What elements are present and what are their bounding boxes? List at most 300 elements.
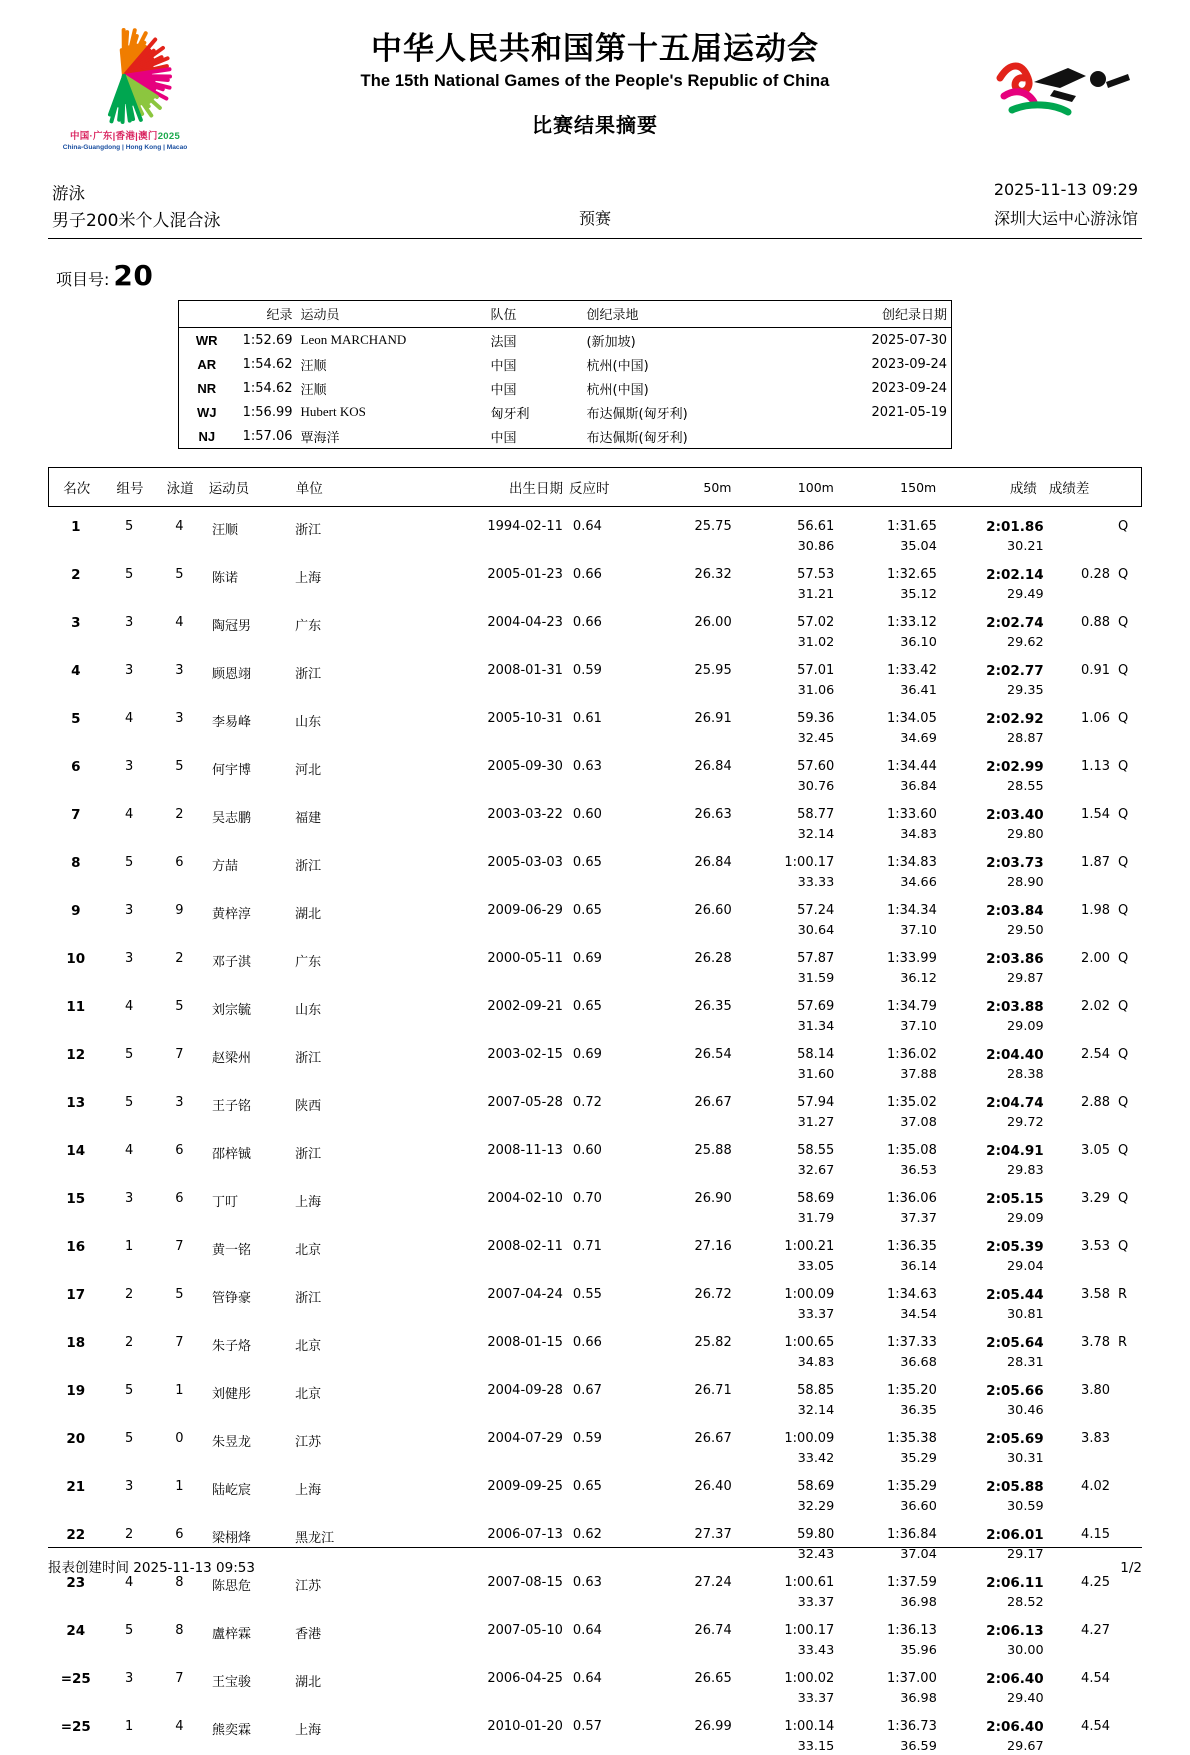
- row-diff: [1044, 1611, 1142, 1642]
- record-time: 1:57.06: [242, 428, 293, 444]
- split-spacer: [104, 922, 155, 939]
- row-final: 2:06.13: [986, 1623, 1044, 1639]
- row-final: 2:06.40: [986, 1719, 1044, 1735]
- row-split100: 58.14: [797, 1047, 835, 1062]
- table-row-splits: [48, 1498, 1142, 1515]
- row-diff-value: 1.13: [1081, 759, 1110, 774]
- row-rank: 4: [71, 663, 81, 679]
- row-heat: 5: [125, 1047, 134, 1062]
- split-spacer: [445, 922, 563, 939]
- row-lane: 5: [175, 1287, 184, 1302]
- row-diff: [1044, 1227, 1142, 1258]
- split-lap-150: 34.69: [900, 731, 937, 746]
- split-spacer: [285, 1498, 445, 1515]
- row-rank: 16: [66, 1239, 86, 1255]
- row-split100: 58.85: [797, 1383, 835, 1398]
- row-reaction: 0.70: [572, 1191, 602, 1206]
- split-spacer: [445, 682, 563, 699]
- row-athlete: 李易峰: [211, 715, 251, 730]
- split-spacer: [285, 1306, 445, 1323]
- row-split100: 1:00.65: [784, 1335, 835, 1350]
- row-rank: 3: [71, 615, 81, 631]
- records-section: [48, 300, 1142, 449]
- split-spacer: [629, 730, 732, 747]
- record-code: WJ: [197, 404, 217, 420]
- split-spacer: [204, 1402, 285, 1419]
- row-qualify-mark: Q: [1118, 1047, 1129, 1062]
- row-qualify-mark: Q: [1118, 807, 1129, 822]
- row-athlete: 王子铭: [211, 1099, 251, 1114]
- record-team: 中国: [490, 382, 517, 398]
- row-rank: =25: [60, 1671, 91, 1687]
- split-spacer: [104, 586, 155, 603]
- split-spacer: [204, 922, 285, 939]
- row-lane: 3: [175, 1095, 184, 1110]
- split-lap-100: 32.29: [797, 1499, 835, 1514]
- row-athlete: 熊奕霖: [211, 1723, 251, 1738]
- split-spacer: [155, 1450, 204, 1467]
- row-diff: [1044, 651, 1142, 682]
- split-spacer: [48, 1690, 104, 1707]
- split-spacer: [1044, 1066, 1142, 1083]
- split-spacer: [104, 826, 155, 843]
- split-lap-200: 30.31: [1007, 1451, 1044, 1466]
- row-heat: 3: [125, 951, 134, 966]
- row-lane: 1: [175, 1479, 184, 1494]
- split-spacer: [445, 1210, 563, 1227]
- split-lap-150: 36.14: [900, 1259, 937, 1274]
- row-lane: 4: [175, 615, 184, 630]
- row-split150: 1:37.33: [886, 1335, 937, 1350]
- record-team: 匈牙利: [490, 406, 530, 422]
- split-spacer: [155, 1738, 204, 1755]
- row-diff-value: 1.98: [1081, 903, 1110, 918]
- row-lane: 4: [175, 1719, 184, 1734]
- row-reaction: 0.67: [572, 1383, 602, 1398]
- row-heat: 4: [125, 807, 134, 822]
- row-split150: 1:33.60: [886, 807, 937, 822]
- split-lap-100: 31.06: [797, 683, 835, 698]
- split-spacer: [48, 1450, 104, 1467]
- row-reaction: 0.64: [572, 1671, 602, 1686]
- table-row-splits: [48, 634, 1142, 651]
- split-spacer: [629, 1018, 732, 1035]
- row-lane: 6: [175, 1527, 184, 1542]
- row-split100: 56.61: [797, 519, 835, 534]
- row-reaction: 0.69: [572, 951, 602, 966]
- split-lap-200: 29.04: [1007, 1259, 1044, 1274]
- row-lane: 6: [175, 1191, 184, 1206]
- sport-name: 游泳: [52, 184, 85, 203]
- row-unit: 广东: [295, 955, 322, 970]
- row-diff-value: 2.54: [1081, 1047, 1110, 1062]
- split-spacer: [155, 826, 204, 843]
- record-time: 1:52.69: [242, 332, 293, 348]
- split-spacer: [285, 730, 445, 747]
- results-col-reaction: 反应时: [568, 481, 610, 497]
- row-split100: 1:00.17: [784, 1623, 835, 1638]
- row-unit: 北京: [295, 1243, 322, 1258]
- row-diff: [1044, 891, 1142, 922]
- split-spacer: [155, 1498, 204, 1515]
- row-final: 2:04.91: [986, 1143, 1044, 1159]
- row-rank: 18: [66, 1335, 86, 1351]
- split-spacer: [285, 1594, 445, 1611]
- row-final: 2:03.40: [986, 807, 1044, 823]
- split-spacer: [1044, 970, 1142, 987]
- row-athlete: 陈思危: [211, 1579, 251, 1594]
- title-block: [48, 0, 1142, 138]
- split-spacer: [563, 1210, 629, 1227]
- split-lap-100: 33.43: [797, 1643, 835, 1658]
- row-qualify-mark: Q: [1118, 1095, 1129, 1110]
- split-spacer: [445, 730, 563, 747]
- row-final: 2:05.15: [986, 1191, 1044, 1207]
- row-unit: 浙江: [295, 1291, 322, 1306]
- row-reaction: 0.65: [572, 855, 602, 870]
- results-col-unit: 单位: [295, 481, 323, 497]
- row-reaction: 0.59: [572, 1431, 602, 1446]
- records-col-team: 队伍: [487, 301, 583, 328]
- row-athlete: 方喆: [211, 859, 238, 874]
- split-lap-200: 29.35: [1007, 683, 1044, 698]
- row-heat: 5: [125, 855, 134, 870]
- split-spacer: [204, 1114, 285, 1131]
- split-lap-100: 34.83: [797, 1355, 835, 1370]
- split-spacer: [563, 1642, 629, 1659]
- row-split50: 26.40: [694, 1479, 732, 1494]
- split-spacer: [285, 874, 445, 891]
- row-diff: [1044, 1179, 1142, 1210]
- row-athlete: 刘宗毓: [211, 1003, 251, 1018]
- split-lap-100: 33.37: [797, 1691, 835, 1706]
- split-lap-100: 32.43: [797, 1547, 835, 1562]
- table-row-splits: [48, 682, 1142, 699]
- split-spacer: [1044, 1690, 1142, 1707]
- split-lap-150: 34.54: [900, 1307, 937, 1322]
- split-spacer: [204, 1642, 285, 1659]
- row-reaction: 0.59: [572, 663, 602, 678]
- record-athlete: Leon MARCHAND: [300, 332, 407, 347]
- row-split50: 25.95: [694, 663, 732, 678]
- split-spacer: [629, 1642, 732, 1659]
- row-split150: 1:34.44: [886, 759, 937, 774]
- split-lap-150: 36.35: [900, 1403, 937, 1418]
- row-diff-value: 3.80: [1081, 1383, 1110, 1398]
- split-lap-200: 28.31: [1007, 1355, 1044, 1370]
- split-spacer: [629, 922, 732, 939]
- row-split50: 26.84: [694, 759, 732, 774]
- split-spacer: [629, 1162, 732, 1179]
- row-diff: [1044, 1707, 1142, 1738]
- split-spacer: [445, 1690, 563, 1707]
- event-number-value: 20: [113, 259, 154, 292]
- row-split50: 25.75: [694, 519, 732, 534]
- table-row: [48, 795, 1142, 826]
- row-lane: 6: [175, 1143, 184, 1158]
- row-split50: 26.35: [694, 999, 732, 1014]
- split-spacer: [629, 1258, 732, 1275]
- row-rank: 20: [66, 1431, 86, 1447]
- split-spacer: [445, 634, 563, 651]
- split-spacer: [563, 1162, 629, 1179]
- table-row: [48, 1227, 1142, 1258]
- row-split150: 1:36.13: [886, 1623, 937, 1638]
- split-lap-200: 29.49: [1007, 587, 1044, 602]
- split-spacer: [48, 1594, 104, 1611]
- row-diff-value: 4.54: [1081, 1671, 1110, 1686]
- split-spacer: [155, 1210, 204, 1227]
- split-lap-150: 37.08: [900, 1115, 937, 1130]
- split-spacer: [285, 1210, 445, 1227]
- split-lap-200: 28.55: [1007, 779, 1044, 794]
- row-lane: 5: [175, 999, 184, 1014]
- row-final: 2:02.77: [986, 663, 1044, 679]
- table-row-splits: [48, 1018, 1142, 1035]
- row-dob: 2008-01-31: [487, 663, 563, 678]
- table-row-splits: [48, 730, 1142, 747]
- split-spacer: [563, 922, 629, 939]
- row-split150: 1:35.38: [886, 1431, 937, 1446]
- split-lap-100: 31.79: [797, 1211, 835, 1226]
- split-spacer: [563, 634, 629, 651]
- split-spacer: [445, 1594, 563, 1611]
- row-dob: 2008-02-11: [487, 1239, 563, 1254]
- row-diff-value: 3.53: [1081, 1239, 1110, 1254]
- split-spacer: [155, 1114, 204, 1131]
- split-spacer: [104, 1690, 155, 1707]
- row-lane: 3: [175, 711, 184, 726]
- split-lap-150: 36.60: [900, 1499, 937, 1514]
- row-diff-value: 4.27: [1081, 1623, 1110, 1638]
- split-spacer: [1044, 778, 1142, 795]
- row-split50: 27.24: [694, 1575, 732, 1590]
- row-rank: 17: [66, 1287, 86, 1303]
- split-spacer: [1044, 1306, 1142, 1323]
- split-spacer: [104, 682, 155, 699]
- row-dob: 2000-05-11: [487, 951, 563, 966]
- row-split150: 1:34.63: [886, 1287, 937, 1302]
- split-lap-100: 32.14: [797, 1403, 835, 1418]
- row-diff-value: 0.91: [1081, 663, 1110, 678]
- results-header-box: [48, 467, 1142, 507]
- record-time: 1:54.62: [242, 356, 293, 372]
- split-spacer: [563, 1498, 629, 1515]
- row-final: 2:03.86: [986, 951, 1044, 967]
- row-athlete: 盧梓霖: [211, 1627, 251, 1642]
- split-spacer: [104, 1450, 155, 1467]
- row-athlete: 邵梓铖: [211, 1147, 251, 1162]
- row-unit: 福建: [295, 811, 322, 826]
- table-row-splits: [48, 826, 1142, 843]
- split-lap-150: 35.96: [900, 1643, 937, 1658]
- split-spacer: [204, 826, 285, 843]
- row-diff-value: 2.88: [1081, 1095, 1110, 1110]
- split-spacer: [445, 1738, 563, 1755]
- table-row: [48, 1467, 1142, 1498]
- row-heat: 2: [125, 1287, 134, 1302]
- row-rank: 6: [71, 759, 81, 775]
- split-spacer: [285, 1354, 445, 1371]
- row-split150: 1:36.06: [886, 1191, 937, 1206]
- row-qualify-mark: Q: [1118, 519, 1129, 534]
- row-lane: 7: [175, 1335, 184, 1350]
- results-col-rank: 名次: [63, 481, 91, 497]
- row-unit: 上海: [295, 1723, 322, 1738]
- row-final: 2:06.11: [986, 1575, 1044, 1591]
- split-lap-100: 33.15: [797, 1739, 835, 1754]
- row-unit: 北京: [295, 1387, 322, 1402]
- table-row: [48, 939, 1142, 970]
- split-lap-150: 36.12: [900, 971, 937, 986]
- row-heat: 3: [125, 1479, 134, 1494]
- split-spacer: [204, 1450, 285, 1467]
- row-split150: 1:36.02: [886, 1047, 937, 1062]
- row-heat: 3: [125, 1191, 134, 1206]
- row-final: 2:05.66: [986, 1383, 1044, 1399]
- row-rank: =25: [60, 1719, 91, 1735]
- row-lane: 6: [175, 855, 184, 870]
- row-split100: 1:00.02: [784, 1671, 835, 1686]
- results-col-diff: 成绩差: [1048, 481, 1090, 497]
- split-spacer: [155, 730, 204, 747]
- row-split150: 1:31.65: [886, 519, 937, 534]
- split-spacer: [48, 1642, 104, 1659]
- row-diff-value: 1.54: [1081, 807, 1110, 822]
- row-split150: 1:36.84: [886, 1527, 937, 1542]
- row-split100: 57.87: [797, 951, 835, 966]
- row-final: 2:01.86: [986, 519, 1044, 535]
- records-body: [179, 328, 952, 449]
- row-lane: 5: [175, 567, 184, 582]
- row-heat: 3: [125, 1671, 134, 1686]
- row-diff: [1044, 603, 1142, 634]
- row-rank: 13: [66, 1095, 86, 1111]
- table-row: [48, 843, 1142, 874]
- row-heat: 4: [125, 999, 134, 1014]
- table-row-splits: [48, 1258, 1142, 1275]
- row-heat: 3: [125, 903, 134, 918]
- results-header-table: [49, 468, 1141, 506]
- table-row: [48, 1179, 1142, 1210]
- row-athlete: 朱昱龙: [211, 1435, 251, 1450]
- row-dob: 2004-09-28: [487, 1383, 563, 1398]
- row-final: 2:03.73: [986, 855, 1044, 871]
- split-spacer: [104, 1642, 155, 1659]
- split-spacer: [155, 970, 204, 987]
- page-title-cn: 中华人民共和国第十五届运动会: [371, 31, 819, 67]
- split-spacer: [1044, 874, 1142, 891]
- row-split100: 58.55: [797, 1143, 835, 1158]
- row-dob: 2007-08-15: [487, 1575, 563, 1590]
- split-spacer: [1044, 1594, 1142, 1611]
- row-heat: 2: [125, 1527, 134, 1542]
- split-spacer: [204, 1738, 285, 1755]
- row-rank: 10: [66, 951, 86, 967]
- row-diff: [1044, 1275, 1142, 1306]
- records-row: [179, 352, 952, 376]
- row-diff-value: 3.58: [1081, 1287, 1110, 1302]
- row-diff-value: 2.02: [1081, 999, 1110, 1014]
- record-code: NJ: [198, 428, 216, 444]
- table-row-splits: [48, 1642, 1142, 1659]
- row-heat: 5: [125, 1431, 134, 1446]
- venue-name: 深圳大运中心游泳馆: [993, 209, 1138, 228]
- split-spacer: [563, 682, 629, 699]
- split-spacer: [563, 874, 629, 891]
- split-spacer: [48, 826, 104, 843]
- row-rank: 2: [71, 567, 81, 583]
- record-date: [793, 424, 952, 449]
- row-split150: 1:37.59: [886, 1575, 937, 1590]
- split-spacer: [445, 1306, 563, 1323]
- split-spacer: [155, 1690, 204, 1707]
- row-diff-value: 0.28: [1081, 567, 1110, 582]
- row-diff: [1044, 1419, 1142, 1450]
- split-lap-200: 28.38: [1007, 1067, 1044, 1082]
- split-spacer: [155, 874, 204, 891]
- row-heat: 4: [125, 1575, 134, 1590]
- split-spacer: [104, 970, 155, 987]
- table-row-splits: [48, 1594, 1142, 1611]
- split-lap-150: 37.04: [900, 1547, 937, 1562]
- row-split100: 57.02: [797, 615, 835, 630]
- split-spacer: [48, 1114, 104, 1131]
- split-spacer: [155, 1642, 204, 1659]
- table-row: [48, 699, 1142, 730]
- split-lap-150: 34.66: [900, 875, 937, 890]
- record-date: 2025-07-30: [871, 332, 947, 348]
- records-col-athlete: 运动员: [297, 301, 487, 328]
- row-rank: 24: [66, 1623, 86, 1639]
- row-reaction: 0.63: [572, 1575, 602, 1590]
- split-spacer: [445, 538, 563, 555]
- row-reaction: 0.63: [572, 759, 602, 774]
- table-row: [48, 1083, 1142, 1114]
- row-diff: [1044, 939, 1142, 970]
- split-spacer: [1044, 730, 1142, 747]
- record-athlete: 覃海洋: [300, 430, 340, 446]
- split-spacer: [104, 778, 155, 795]
- split-spacer: [104, 1258, 155, 1275]
- split-lap-100: 32.14: [797, 827, 835, 842]
- row-diff-value: 4.15: [1081, 1527, 1110, 1542]
- split-spacer: [563, 538, 629, 555]
- row-diff-value: 1.87: [1081, 855, 1110, 870]
- split-spacer: [629, 874, 732, 891]
- split-lap-150: 37.10: [900, 923, 937, 938]
- row-split50: 26.60: [694, 903, 732, 918]
- row-lane: 2: [175, 951, 184, 966]
- split-spacer: [204, 1594, 285, 1611]
- row-qualify-mark: Q: [1118, 663, 1129, 678]
- split-lap-200: 30.59: [1007, 1499, 1044, 1514]
- footer-created-label: 报表创建时间: [48, 1560, 129, 1576]
- row-split50: 26.74: [694, 1623, 732, 1638]
- split-lap-150: 36.98: [900, 1691, 937, 1706]
- split-lap-200: 29.80: [1007, 827, 1044, 842]
- row-split150: 1:35.02: [886, 1095, 937, 1110]
- record-place: (新加坡): [586, 334, 636, 350]
- row-split150: 1:33.99: [886, 951, 937, 966]
- split-spacer: [48, 1738, 104, 1755]
- split-lap-150: 36.10: [900, 635, 937, 650]
- split-spacer: [1044, 1402, 1142, 1419]
- split-spacer: [285, 1690, 445, 1707]
- row-qualify-mark: Q: [1118, 1191, 1129, 1206]
- swimming-pictogram-icon: [994, 52, 1134, 122]
- records-row: [179, 424, 952, 449]
